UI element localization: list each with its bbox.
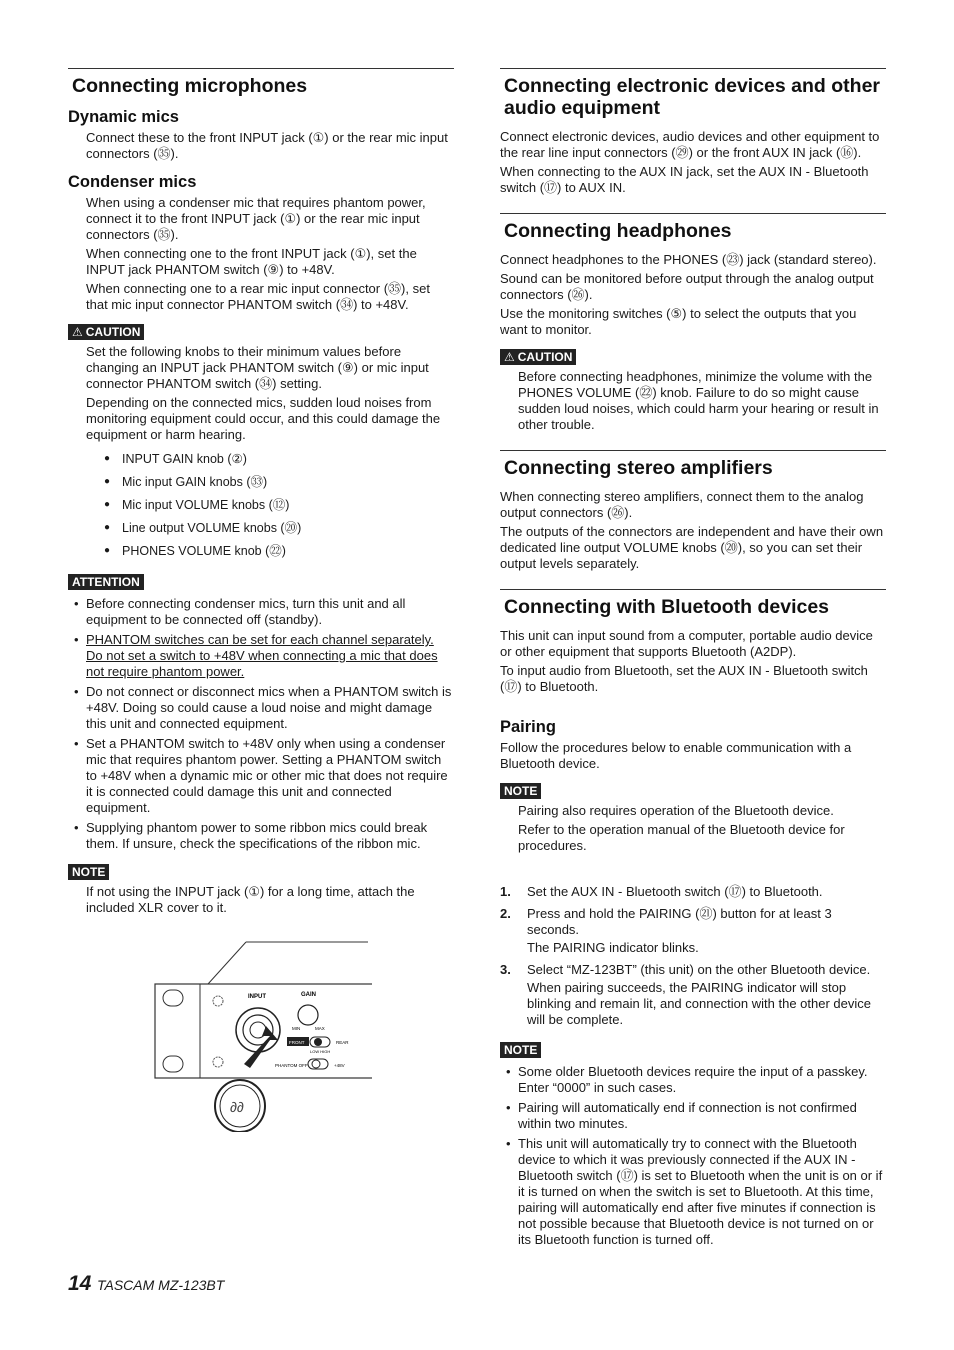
note-label: NOTE (68, 864, 109, 880)
paragraph: Refer to the operation manual of the Bluetooth device for procedures. (518, 822, 845, 853)
caution-label-text: CAUTION (517, 350, 573, 364)
section-connecting-electronic-devices (500, 68, 886, 196)
list-item: • Set a PHANTOM switch to +48V only when using a condenser mic that requires phantom power. Setting a PHANTOM switch to +48V when a dynamic mic or other mic that does not require it is connected could damage this unit and connected equipment. (68, 736, 454, 816)
step-text: Set the AUX IN - Bluetooth switch (⑰) to Bluetooth. (527, 884, 823, 899)
subsection-title-dynamic: Dynamic mics (68, 108, 179, 126)
paragraph: When connecting to the AUX IN jack, set the AUX IN - Bluetooth switch (⑰) to AUX IN. (500, 164, 869, 195)
footer-brand: TASCAM MZ-123BT (96, 1277, 225, 1293)
paragraph: Set the following knobs to their minimum values before changing an INPUT jack PHANTOM switch (⑨) or mic input connector PHANTOM switch (㉞) setting. (86, 344, 429, 391)
paragraph: Sound can be monitored before output through the analog output connectors (㉖). (500, 271, 874, 302)
attention-label: ATTENTION (68, 574, 144, 590)
caution-label (500, 349, 576, 365)
figure-min-label: MIN (292, 1026, 301, 1031)
step-number: 2. (500, 906, 511, 921)
knob-list (104, 451, 454, 559)
figure-input-label: INPUT (248, 994, 266, 1000)
list-item: • Before connecting condenser mics, turn this unit and all equipment to be connected off (standby). (68, 596, 454, 628)
paragraph: The outputs of the connectors are independent and have their own dedicated line output VOLUME knobs (⑳), so you can set their output levels separately. (500, 524, 884, 571)
section-title: Connecting stereo amplifiers (504, 457, 773, 479)
list-item: ● PHONES VOLUME knob (㉒) (104, 543, 454, 559)
front-panel-drawing (150, 940, 372, 1132)
list-item: ● Line output VOLUME knobs (⑳) (104, 520, 454, 536)
paragraph: If not using the INPUT jack (①) for a long time, attach the included XLR cover to it. (86, 884, 415, 915)
right-column (500, 68, 886, 1252)
svg-text:∂∂: ∂∂ (230, 1099, 244, 1115)
page-number: 14 (68, 1272, 92, 1295)
paragraph: When connecting one to the front INPUT jack (①), set the INPUT jack PHANTOM switch (⑨) to +48V. (86, 246, 417, 277)
paragraph: Pairing also requires operation of the Bluetooth device. (518, 803, 834, 818)
paragraph: When connecting one to a rear mic input connector (㉟), set that mic input connector PHANTOM switch (㉞) to +48V. (86, 281, 430, 312)
paragraph: Depending on the connected mics, sudden loud noises from monitoring equipment could occur, and this could damage the equipment or harm hearing. (86, 395, 441, 442)
step-number: 1. (500, 884, 511, 899)
section-title: Connecting headphones (504, 220, 732, 242)
figure-lowhigh-label: LOW HIGH (310, 1049, 331, 1054)
paragraph: Before connecting headphones, minimize the volume with the PHONES VOLUME (㉒) knob. Failure to do so might cause sudden loud noises, which could harm your hearing or result in other trouble. (518, 369, 879, 432)
step-item (500, 906, 886, 956)
list-item: • Some older Bluetooth devices require the input of a passkey. Enter “0000” in such cases. (500, 1064, 886, 1096)
list-item: • This unit will automatically try to connect with the Bluetooth device to which it was previously connected if the AUX IN - Bluetooth switch (⑰) is set to Bluetooth when the unit is on or if it is turned on when the switch is set to Bluetooth. At this time, pairing will automatically end after five minutes if connection is not possible because that Bluetooth device is not turned on or its Bluetooth function is turned off. (500, 1136, 886, 1248)
paragraph: To input audio from Bluetooth, set the AUX IN - Bluetooth switch (⑰) to Bluetooth. (500, 663, 868, 694)
step-item (500, 884, 886, 900)
warning-icon: ⚠ (504, 350, 515, 364)
caution-label-text: CAUTION (85, 325, 141, 339)
paragraph: Connect these to the front INPUT jack (①) or the rear mic input connectors (㉟). (86, 130, 448, 161)
step-text: Press and hold the PAIRING (㉑) button for at least 3 seconds. (527, 906, 832, 937)
pairing-steps (500, 884, 886, 1028)
paragraph: When connecting stereo amplifiers, connect them to the analog output connectors (㉖). (500, 489, 864, 520)
step-item (500, 962, 886, 1028)
paragraph: Use the monitoring switches (⑤) to select the outputs that you want to monitor. (500, 306, 857, 337)
note-label: NOTE (500, 1042, 541, 1058)
final-notes-list (500, 1064, 886, 1248)
paragraph: Follow the procedures below to enable communication with a Bluetooth device. (500, 740, 852, 771)
figure-max-label: MAX (315, 1026, 325, 1031)
list-item: • Supplying phantom power to some ribbon mics could break them. If unsure, check the specifications of the ribbon mic. (68, 820, 454, 852)
subsection-title-condenser: Condenser mics (68, 173, 197, 191)
figure-gain-label: GAIN (301, 992, 316, 998)
list-item: ● INPUT GAIN knob (②) (104, 451, 454, 467)
figure-front-label: FRONT (289, 1040, 305, 1045)
step-subtext: The PAIRING indicator blinks. (527, 940, 699, 955)
figure-48v-label: +48V (334, 1063, 345, 1068)
list-item: ● Mic input GAIN knobs (㉝) (104, 474, 454, 490)
figure-phantom-label: PHANTOM OFF (275, 1063, 308, 1068)
step-text: Select “MZ-123BT” (this unit) on the other Bluetooth device. (527, 962, 871, 977)
section-title: Connecting with Bluetooth devices (504, 596, 830, 618)
list-item: • Do not connect or disconnect mics when a PHANTOM switch is +48V. Doing so could cause a loud noise and might damage this unit and connected equipment. (68, 684, 454, 732)
section-connecting-headphones (500, 213, 886, 433)
attention-list (68, 596, 454, 852)
front-panel-illustration (150, 940, 372, 1132)
figure-rear-label: REAR (336, 1040, 349, 1045)
list-item: • Pairing will automatically end if connection is not confirmed within two minutes. (500, 1100, 886, 1132)
paragraph: Connect electronic devices, audio devices and other equipment to the rear line input connectors (㉙) or the front AUX IN jack (⑯). (500, 129, 880, 160)
step-number: 3. (500, 962, 511, 977)
step-subtext: When pairing succeeds, the PAIRING indicator will stop blinking and remain lit, and connection with the other device will be complete. (527, 980, 871, 1027)
section-title: Connecting electronic devices and other audio equipment (504, 75, 881, 119)
list-item: ● Mic input VOLUME knobs (⑫) (104, 497, 454, 513)
section-connecting-microphones (68, 68, 454, 916)
subsection-title-pairing: Pairing (500, 718, 556, 736)
paragraph: This unit can input sound from a computer, portable audio device or other equipment that supports Bluetooth (A2DP). (500, 628, 873, 659)
page-footer (68, 1272, 225, 1295)
left-column (68, 68, 454, 919)
section-connecting-stereo-amplifiers (500, 450, 886, 572)
note-label: NOTE (500, 783, 541, 799)
caution-label (68, 324, 144, 340)
warning-icon: ⚠ (72, 325, 83, 339)
list-item: • PHANTOM switches can be set for each channel separately. Do not set a switch to +48V when connecting a mic that does not require phantom power. (68, 632, 454, 680)
section-connecting-bluetooth (500, 589, 886, 1248)
section-title: Connecting microphones (72, 75, 308, 97)
paragraph: When using a condenser mic that requires phantom power, connect it to the front INPUT jack (①) or the rear mic input connectors (㉟). (86, 195, 426, 242)
paragraph: Connect headphones to the PHONES (㉓) jack (standard stereo). (500, 252, 877, 267)
